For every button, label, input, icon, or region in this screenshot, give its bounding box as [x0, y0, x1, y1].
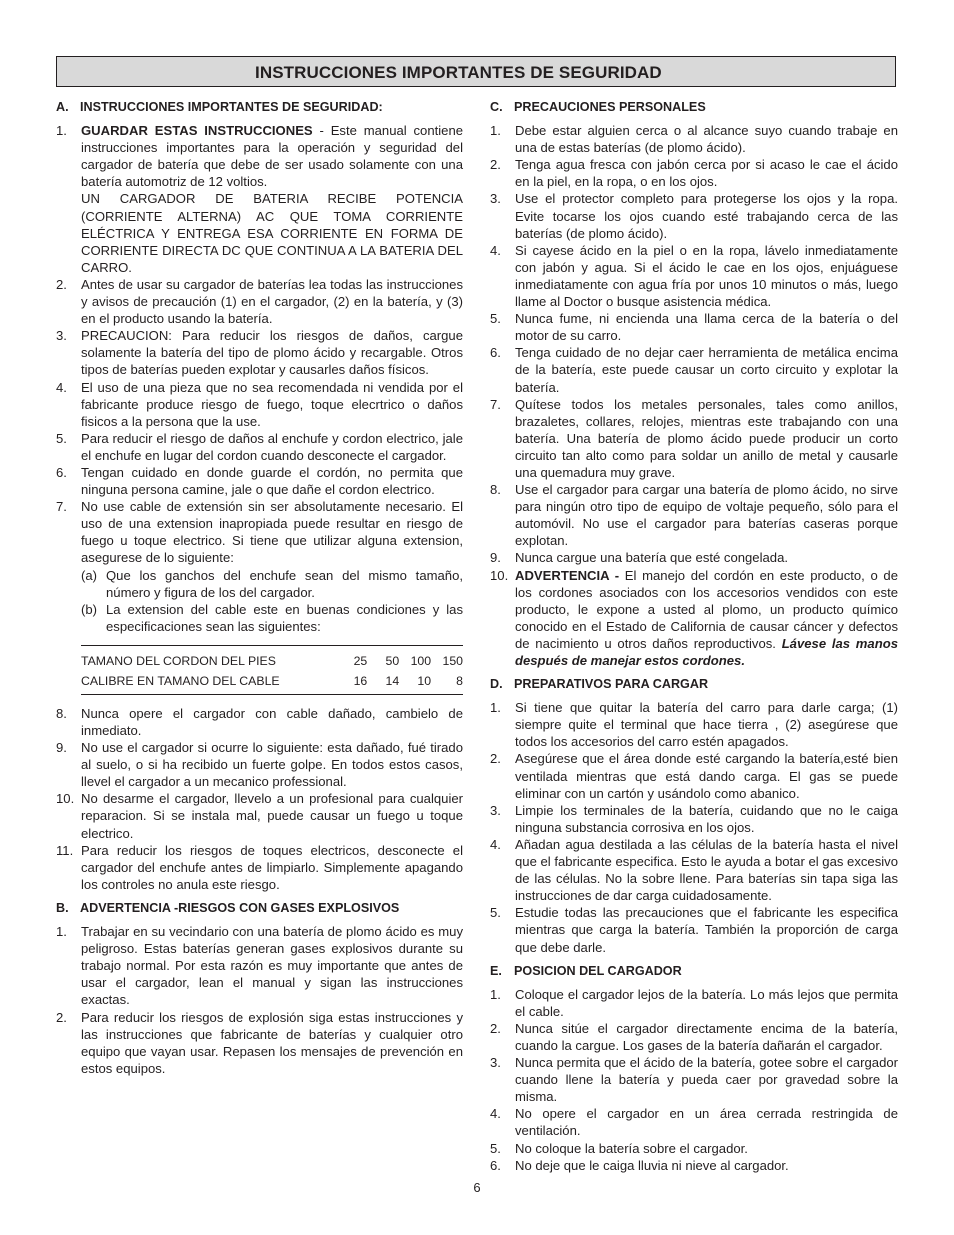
item-number: 6. [490, 345, 501, 361]
item-number: 1. [490, 123, 501, 139]
item-text: Para reducir los riesgos de toques electricos, desconecte el cargador del enchufe antes de limpiarlo. Simplemente apagando los controles no anula este riesgo. [81, 842, 463, 892]
item-number: 10. [490, 567, 509, 583]
sub-item-text: La extension del cable este en buenas condiciones y las especificaciones sean las siguientes: [106, 601, 463, 634]
list-item [490, 549, 898, 566]
item-number: 9. [490, 550, 501, 566]
item-text: Si tiene que quitar la batería del carro para darle carga; (1) siempre quite el terminal que hace tierra , (2) asegúrese que todos los accesorios del carro estén apagados. [515, 700, 898, 750]
item-text: Estudie todas las precauciones que el fabricante les especifica mientras que carga la batería. También la proporción de carga que debe darle. [515, 905, 898, 955]
item-number: 10. [56, 791, 75, 807]
item-text: Si cayese ácido en la piel o en la ropa, lávelo inmediatamente con jabón y agua. Si el ácido le cae en los ojos, enjuáguese inmediatamente con agua fría por unos 10 minutos o más, luego llame al Doctor o busque asistencia médica. [515, 242, 898, 310]
section-letter: D. [490, 677, 503, 692]
list-item [490, 122, 898, 156]
item-number: 6. [490, 1157, 501, 1173]
table-cell: 14 [385, 673, 400, 688]
section-d-heading [490, 676, 898, 693]
item-number: 1. [490, 700, 501, 716]
list-item [490, 1105, 898, 1139]
item-text [81, 122, 463, 276]
item-text: No use cable de extensión sin ser absolutamente necesario. El uso de una extension inapropiada puede resultar en riesgo de fuego u toque electrico. Si tiene que utilizar alguna extension, asegurese de lo siguiente: [81, 499, 463, 566]
table-cell: 50 [385, 653, 400, 668]
item-number: 2. [490, 157, 501, 173]
list-item [490, 1054, 898, 1105]
item-number: 2. [490, 1020, 501, 1036]
item-text: Añadan agua destilada a las células de la batería hasta el nivel que el fabricante especifica. Esto le ayuda a botar el gas excesivo de las células. No la sobre llene. Para baterías sin tapa siga las instrucciones de dar carga cuidadosamente. [515, 836, 898, 904]
item-text: Tengan cuidado en donde guarde el cordón, no permita que ninguna persona camine, jale o que dañe el cordon electrico. [81, 464, 463, 498]
row-label: CALIBRE EN TAMANO DEL CABLE [81, 673, 280, 688]
item-number: 5. [490, 311, 501, 327]
item-text: Nunca permita que el ácido de la batería, gotee sobre el cargador cuando llene la batería y pueda caer por gravedad sobre la misma. [515, 1055, 898, 1105]
list-item [490, 156, 898, 190]
sub-item-text: Que los ganchos del enchufe sean del mismo tamaño, número y figura de los del cargador. [106, 567, 463, 600]
item-caps-paragraph: UN CARGADOR DE BATERIA RECIBE POTENCIA (CORRIENTE ALTERNA) AC QUE TOMA CORRIENTE ELÉCTRICA Y ENTREGA ESA CORRIENTE EN FORMA DE CORRIENTE DIRECTA DC QUE CONTINUA A LA BATERIA DEL CARRO. [81, 191, 463, 275]
bold-lead: GUARDAR ESTAS INSTRUCCIONES [81, 123, 313, 139]
item-text: Tenga agua fresca con jabón cerca por si acaso le cae el ácido en la piel, en la ropa, o en los ojos. [515, 157, 898, 190]
list-item [490, 904, 898, 955]
item-text: No opere el cargador en un área cerrada restringida de ventilación. [515, 1106, 898, 1139]
section-title: INSTRUCCIONES IMPORTANTES DE SEGURIDAD: [80, 100, 383, 114]
item-number: 4. [490, 242, 501, 258]
item-text: El uso de una pieza que no sea recomendada ni vendida por el fabricante produce riesgo de fuego, toque elecrtrico o daños fisicos a la persona que la use. [81, 379, 463, 429]
section-letter: A. [56, 100, 69, 114]
item-number: 3. [56, 328, 67, 344]
sub-item [81, 601, 463, 635]
item-text: Asegúrese que el área donde esté cargando la batería,esté bien ventilada mientras que está dando carga. El gas se puede eliminar con un cartón y usándolo como abanico. [515, 751, 898, 801]
table-cell: 10 [417, 673, 432, 688]
item-text: Para reducir los riesgos de explosión siga estas instrucciones y las instrucciones que fabricante de baterías y cualquier otro equipo que vayan usar. Repasen los mensajes de prevención en estos equipos. [81, 1009, 463, 1076]
list-item [490, 1020, 898, 1054]
section-title: PREPARATIVOS PARA CARGAR [514, 677, 709, 692]
item-body: El manejo del cordón en este producto, o de los cordones asociados con los accesorios vendidos con este producto, le expone a usted al plomo, un producto químico conocido en el Estado de California de causar cáncer y defectos de nacimiento u otros daños reproductivos. [515, 567, 898, 651]
extension-cord-table [81, 645, 463, 695]
list-item [490, 836, 898, 904]
item-number: 8. [490, 482, 501, 498]
item-number: 9. [56, 740, 67, 756]
section-title: PRECAUCIONES PERSONALES [514, 100, 706, 114]
left-column [56, 99, 463, 1077]
item-text: Antes de usar su cargador de baterías lea todas las instrucciones y avisos de precaución (1) en el cargador, (2) en la batería, y (3) en el producto usando la batería. [81, 276, 463, 327]
item-number: 2. [56, 1009, 67, 1025]
section-a-heading [56, 99, 463, 116]
item-text: Nunca opere el cargador con cable dañado, cambielo de inmediato. [81, 705, 463, 738]
list-item [56, 327, 463, 378]
item-text: Quítese todos los metales personales, tales como anillos, brazaletes, collares, relojes, mientras este trabajando con una batería. Una batería de plomo ácido puede producir un corto circuito tan alto como para soldar un anillo de metal y causarle una quemadura muy grave. [515, 396, 898, 480]
list-item [56, 276, 463, 327]
item-text: Para reducir el riesgo de daños al enchufe y cordon electrico, jale el enchufe en lugar del cordon cuando desconecte el cargador. [81, 430, 463, 463]
item-text: Trabajar en su vecindario con una batería de plomo ácido es muy peligroso. Estas baterías generan gases explosivos durante su trabajo normal. Por esta razón es muy importante que antes de usar el cargador, lean el manual y sigan las instrucciones exactas. [81, 924, 463, 1008]
list-item [56, 790, 463, 841]
item-number: 5. [56, 430, 67, 446]
list-item [56, 498, 463, 566]
list-item [490, 344, 898, 395]
list-item [56, 705, 463, 739]
table-cell: 16 [353, 673, 368, 688]
sub-item [81, 567, 463, 601]
table-cell: 150 [442, 653, 464, 668]
list-item [56, 1009, 463, 1077]
list-item [490, 481, 898, 549]
section-title: POSICION DEL CARGADOR [514, 963, 682, 978]
list-item [56, 379, 463, 430]
item-number: 1. [56, 123, 67, 139]
list-item [56, 122, 463, 276]
item-number: 1. [490, 986, 501, 1002]
list-item [56, 739, 463, 790]
item-text: No use el cargador si ocurre lo siguiente: esta dañado, fué tirado al suelo, o si ha recibido un fuerte golpe. En todos estos casos, llevel el cargador a un mecanico professional. [81, 740, 463, 790]
title-banner [56, 56, 896, 87]
list-item [56, 464, 463, 498]
item-number: 8. [56, 705, 67, 721]
row-label: TAMANO DEL CORDON DEL PIES [81, 653, 276, 668]
item-text: Use el cargador para cargar una batería de plomo ácido, no sirve para ningún otro tipo de equipo de voltaje pequeño, sólo para el automóvil. No use el cargador para baterías caseras porque explotan. [515, 482, 898, 549]
section-c-heading [490, 99, 898, 116]
item-text: No coloque la batería sobre el cargador. [515, 1140, 748, 1156]
list-item [490, 986, 898, 1020]
list-item [490, 750, 898, 801]
page-number: 6 [473, 1180, 481, 1195]
item-text: Nunca sitúe el cargador directamente encima de la batería, cuando la cargue. Los gases de la batería dañarán el cargador. [515, 1020, 898, 1053]
list-item [490, 190, 898, 241]
item-number: 2. [56, 276, 67, 292]
table-cell: 100 [410, 653, 432, 668]
list-item [490, 1140, 898, 1157]
item-number: 4. [490, 836, 501, 852]
item-number: 7. [490, 396, 501, 412]
table-cell: 25 [353, 653, 368, 668]
item-number: 5. [490, 905, 501, 921]
section-b-heading [56, 900, 463, 917]
item-number: 2. [490, 751, 501, 767]
wash-hands-note: Lávese las manos después de manejar estos cordones. [515, 635, 898, 668]
item-text: Tenga cuidado de no dejar caer herramienta de metálica encima de la batería, este puede causar un corto circuito y explotar la batería. [515, 345, 898, 395]
section-e-heading [490, 963, 898, 980]
list-item [490, 802, 898, 836]
item-number: 3. [490, 1055, 501, 1071]
list-item [490, 699, 898, 750]
table-row [81, 651, 463, 671]
item-number: 7. [56, 499, 67, 515]
list-item [490, 242, 898, 310]
item-body: - Este manual contiene instrucciones importantes para la operación y seguridad del cargador de batería que debe de ser usado solamente con una batería automotriz de 12 voltios. [81, 123, 464, 190]
right-column [490, 99, 898, 1174]
section-title: ADVERTENCIA -RIESGOS CON GASES EXPLOSIVOS [80, 900, 400, 915]
item-number: 1. [56, 924, 67, 940]
section-letter: B. [56, 900, 69, 915]
item-number: 3. [490, 802, 501, 818]
list-item [56, 923, 463, 1008]
item-text: Nunca cargue una batería que esté congelada. [515, 550, 788, 566]
item-number: 11. [56, 842, 74, 858]
item-text: Use el protector completo para protegerse los ojos y la ropa. Evite tocarse los ojos cuando esté trabajando cerca de las baterías (de plomo ácido). [515, 191, 898, 241]
item-text [515, 567, 898, 670]
item-number: 4. [490, 1106, 501, 1122]
section-letter: E. [490, 963, 502, 978]
table-row [81, 671, 463, 691]
item-text: No desarme el cargador, llevelo a un profesional para cualquier reparacion. Si se instala mal, puede causar un fuego u toque electrico. [81, 791, 463, 841]
item-text: Nunca fume, ni encienda una llama cerca de la batería o del motor de su carro. [515, 311, 898, 344]
list-item [490, 310, 898, 344]
list-item [56, 842, 463, 893]
section-letter: C. [490, 100, 503, 114]
warning-lead: ADVERTENCIA - [515, 567, 620, 583]
item-text: Debe estar alguien cerca o al alcance suyo cuando trabaje en una de estas baterías (de plomo ácido). [515, 123, 898, 156]
sub-item-letter: (b) [81, 601, 98, 617]
item-text: No deje que le caiga lluvia ni nieve al cargador. [515, 1157, 789, 1173]
table-cell: 8 [456, 673, 464, 688]
item-number: 5. [490, 1140, 501, 1156]
item-number: 4. [56, 379, 67, 395]
item-text: Coloque el cargador lejos de la batería. Lo más lejos que permita el cable. [515, 986, 898, 1019]
item-number: 3. [490, 191, 501, 207]
list-item [56, 430, 463, 464]
sub-item-letter: (a) [81, 567, 98, 583]
list-item [490, 1157, 898, 1174]
page-title: INSTRUCCIONES IMPORTANTES DE SEGURIDAD [255, 63, 662, 82]
list-item [490, 396, 898, 481]
item-text: Limpie los terminales de la batería, cuidando que no le caiga ninguna substancia corrosiva en los ojos. [515, 802, 898, 835]
item-number: 6. [56, 464, 67, 480]
item-text: PRECAUCION: Para reducir los riesgos de daños, cargue solamente la batería del tipo de plomo ácido y recargable. Otros tipos de baterías pueden explotar y causarles daños físicos. [81, 328, 463, 378]
list-item [490, 567, 898, 670]
